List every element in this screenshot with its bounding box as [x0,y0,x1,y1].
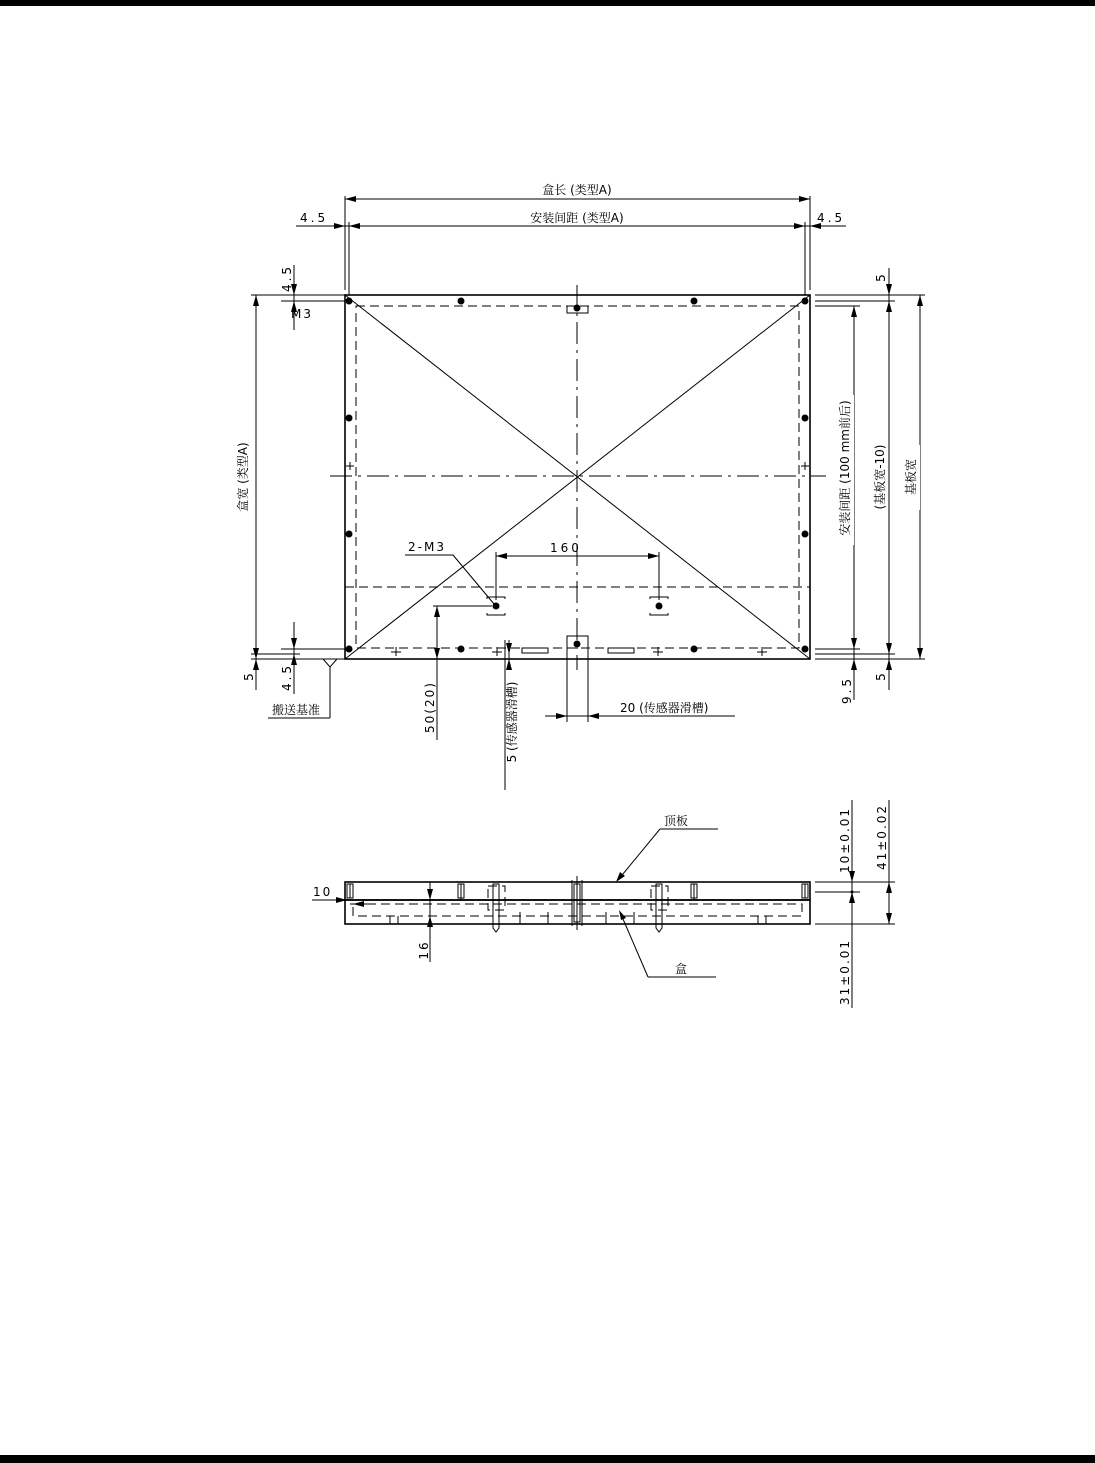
two-m3-label: 2-M3 [408,540,446,554]
tol-10-label: 10±0.01 [838,806,852,874]
screw-hole [656,603,663,610]
arrowhead [917,295,923,306]
screw-hole [458,646,465,653]
arrowhead [886,301,892,312]
sensor-slot-5-label: 5 (传感器滑槽) [505,681,519,763]
offset-upper-left: 4.5 [280,263,294,293]
box-label: 盒 [675,962,688,976]
arrowhead [849,892,855,903]
arrowhead [851,638,857,649]
arrowhead [794,223,805,229]
side-pin-mark [346,462,354,470]
side-dashed-pocket [651,886,668,910]
tol-31-label: 31±0.01 [838,938,852,1006]
side-pin-mark [801,462,809,470]
tol-41-label: 41±0.02 [875,803,889,871]
arrowhead [353,901,364,907]
arrowhead [427,916,433,927]
arrowhead [799,196,810,202]
screw-hole [802,646,809,653]
offset-left-top: 4.5 [300,211,329,225]
side-dashed-pocket [488,886,505,910]
arrowhead [648,553,659,559]
arrowhead [349,223,360,229]
screw-hole [458,298,465,305]
offset-lower-left-5: 5 [242,673,256,681]
offset-lower-left-45: 4.5 [280,662,294,692]
box-length-label: 盒长 (类型A) [542,183,612,197]
bottom-slot-1 [522,648,548,653]
side-screw [691,884,697,900]
top-plate-leader [618,829,660,880]
screw-hole [691,298,698,305]
arrowhead [434,606,440,617]
dim-50-20-label: 50(20) [423,681,437,733]
arrowhead [556,713,567,719]
dim-16-label: 16 [417,940,431,960]
screw-hole [802,531,809,538]
arrowhead [345,196,356,202]
side-view [312,800,895,1008]
arrowhead [506,659,512,670]
arrowhead [434,648,440,659]
arrowhead [291,638,297,649]
arrowhead [886,882,892,893]
arrowhead [427,889,433,900]
side-screw [458,884,464,900]
dim-10-label: 10 [313,885,333,899]
board-width-label: 基板宽 [904,458,918,496]
transport-ref-label: 搬送基准 [272,703,321,717]
arrowhead [917,648,923,659]
two-m3-leader [453,555,494,604]
bottom-slot-2 [608,648,634,653]
screw-hole [346,298,353,305]
screw-hole [346,646,353,653]
tol-dot [851,891,854,894]
arrowhead [619,910,626,920]
arrowhead [886,284,892,295]
arrowhead [588,713,599,719]
arrowhead [851,659,857,670]
arrowhead [886,913,892,924]
side-screw [802,884,808,898]
screw-hole [802,298,809,305]
pitch-160-label: 160 [550,541,582,555]
dim-5-top-right: 5 [874,274,888,282]
screw-hole [802,415,809,422]
box-width-label: 盒宽 (类型A) [236,442,250,512]
screw-hole [346,531,353,538]
arrowhead [334,223,345,229]
offset-right-top: 4.5 [817,211,846,225]
arrowhead [851,306,857,317]
screw-hole [574,641,581,648]
dim-95-label: 9.5 [840,675,854,705]
screw-hole [691,646,698,653]
transport-ref-marker [323,659,337,667]
screw-hole [574,305,581,312]
arrowhead [253,295,259,306]
dim-5-bottom-right: 5 [874,673,888,681]
top-plate-label: 顶板 [664,814,689,828]
side-screw [347,884,353,898]
screw-hole [346,415,353,422]
mount-pitch-top-label: 安装间距 (类型A) [530,211,624,225]
plan-view [234,182,925,790]
sensor-slot-20-label: 20 (传感器滑槽) [620,701,709,715]
mount-pitch-side-label: 安装间距 (100 mm前后) [838,400,852,536]
arrowhead [886,643,892,654]
arrowhead [496,553,507,559]
arrowhead [886,659,892,670]
screw-label-m3: M3 [291,307,313,321]
arrowhead [253,659,259,670]
board-width-minus-label: (基板宽-10) [873,444,887,510]
